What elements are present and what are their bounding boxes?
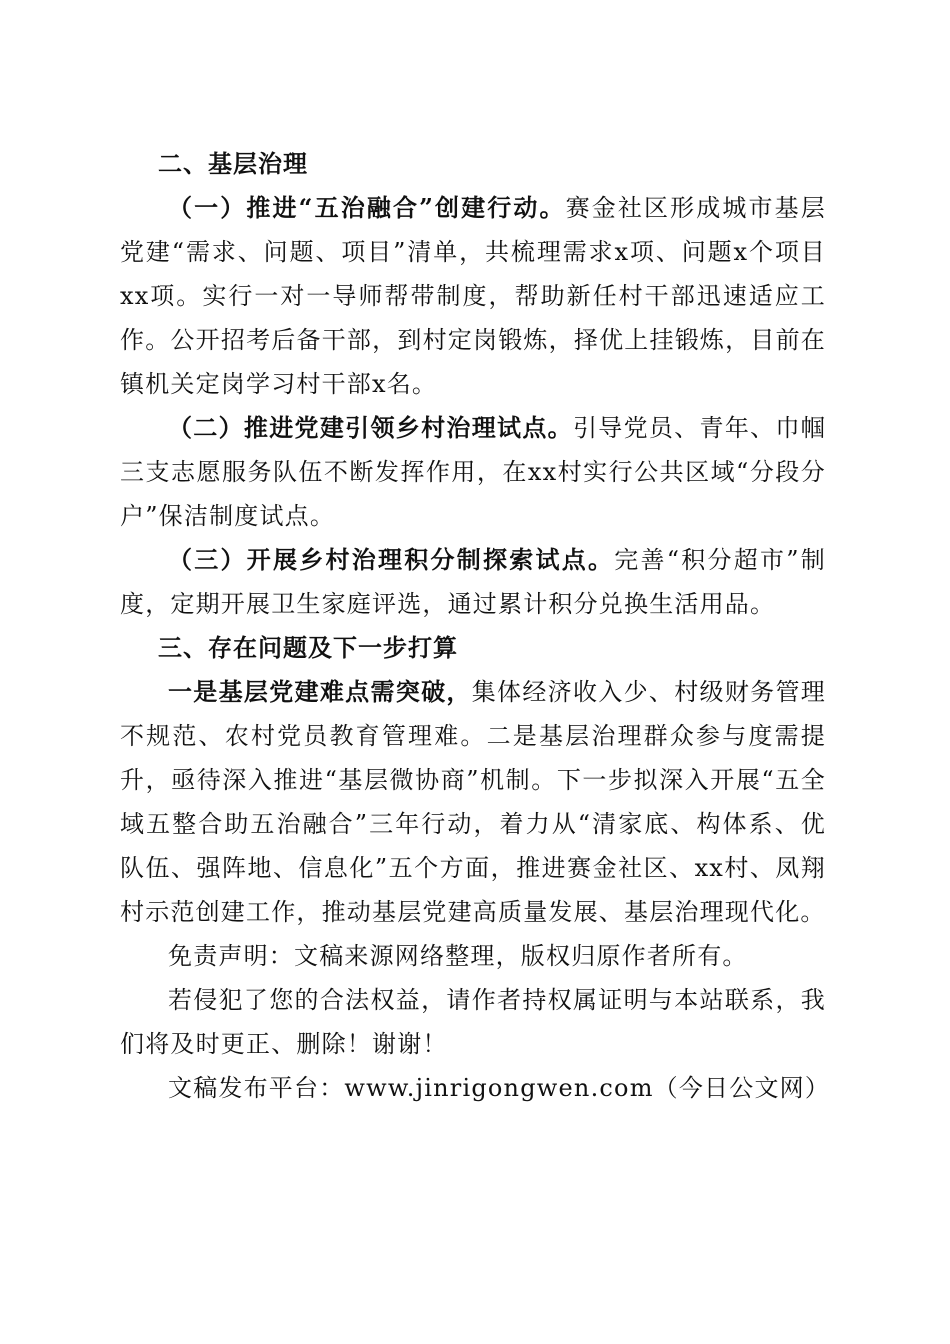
disclaimer-text: 免责声明：文稿来源网络整理，版权归原作者所有。 <box>168 942 748 970</box>
section-heading-grassroots-governance: 二、基层治理 <box>158 150 308 178</box>
item-3-text: 完善“积分超市”制度，定期开展卫生家庭评选，通过累计积分兑换生活用品。 <box>120 546 826 618</box>
paragraph-item-2 <box>120 406 826 538</box>
item-3-lead: （三）开展乡村治理积分制探索试点。 <box>168 545 615 574</box>
item-1-lead: （一）推进“五治融合”创建行动。 <box>168 193 566 222</box>
section-heading-problems-next-steps: 三、存在问题及下一步打算 <box>158 634 458 662</box>
paragraph-problems <box>120 670 826 934</box>
problems-lead: 一是基层党建难点需突破， <box>168 677 472 706</box>
problems-text: 集体经济收入少、村级财务管理不规范、农村党员教育管理难。二是基层治理群众参与度需提升，亟待深入推进“基层微协商”机制。下一步拟深入开展“五全域五整合助五治融合”三年行动，着力从“清家底、构体系、优队伍、强阵地、信息化”五个方面，推进赛金社区、xx村、凤翔村示范创建工作，推动基层党建高质量发展、基层治理现代化。 <box>120 678 826 926</box>
document-body <box>120 142 831 1110</box>
item-2-text: 引导党员、青年、巾帼三支志愿服务队伍不断发挥作用，在xx村实行公共区域“分段分户”保洁制度试点。 <box>120 414 827 530</box>
paragraph-item-1 <box>120 186 826 406</box>
item-1-text: 赛金社区形成城市基层党建“需求、问题、项目”清单，共梳理需求x项、问题x个项目xx项。实行一对一导师帮带制度，帮助新任村干部迅速适应工作。公开招考后备干部，到村定岗锻炼，择优上挂锻炼，目前在镇机关定岗学习村干部x名。 <box>120 194 827 398</box>
item-2-lead: （二）推进党建引领乡村治理试点。 <box>168 413 573 442</box>
publish-platform: 文稿发布平台：www.jinrigongwen.com（今日公文网） <box>168 1074 831 1102</box>
paragraph-item-3 <box>120 538 826 626</box>
contact-notice: 若侵犯了您的合法权益，请作者持权属证明与本站联系，我们将及时更正、删除！谢谢！ <box>120 986 826 1058</box>
